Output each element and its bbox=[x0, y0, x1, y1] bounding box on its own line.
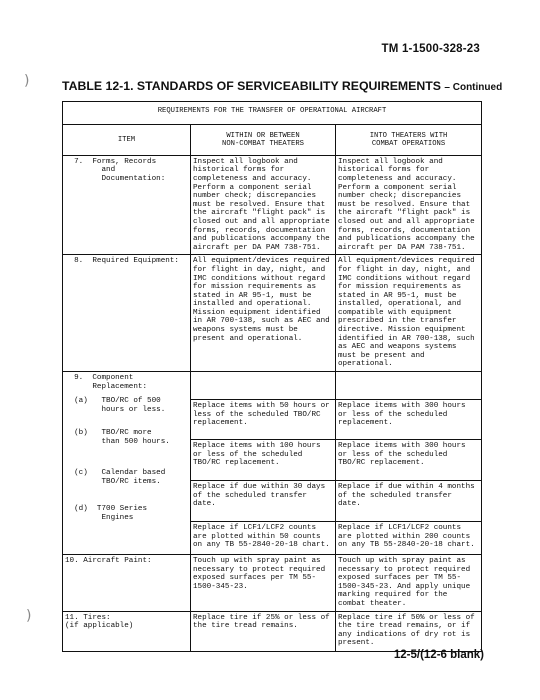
row-within: All equipment/devices required for flight in day, night, and IMC conditions without regard for mission requirements as stated in AR 95-1, must be installed and operational. Mission equipment identified in AR 700-138, such as AEC and weapons systems must be present and operational. bbox=[193, 257, 330, 343]
row-subitem: (b) TBO/RC more than 500 hours. bbox=[74, 429, 170, 446]
row-within: Inspect all logbook and historical forms for completeness and accuracy. Perform a component serial number check; discrepancies must be resolved. Ensure that the aircraft "flight pack" is closed out and all appropriate forms, records, documentation and publications accompany the aircraft per DA PAM 738-751. bbox=[193, 157, 330, 252]
row-into bbox=[336, 372, 481, 399]
table-title-text: TABLE 12-1. STANDARDS OF SERVICEABILITY REQUIREMENTS bbox=[62, 79, 441, 93]
table-row bbox=[63, 555, 482, 612]
document-id: TM 1-1500-328-23 bbox=[381, 43, 480, 55]
row-into-cell bbox=[336, 372, 482, 555]
table-caption: REQUIREMENTS FOR THE TRANSFER OF OPERATIONAL AIRCRAFT bbox=[63, 102, 482, 125]
row-subitem: (d) T700 Series Engines bbox=[74, 505, 148, 522]
table-row bbox=[63, 155, 482, 255]
page-number: 12-5/(12-6 blank) bbox=[393, 649, 484, 661]
row-within: Replace tire if 25% or less of the tire tread remains. bbox=[193, 613, 330, 631]
row-within-cell bbox=[191, 555, 336, 612]
table-row bbox=[63, 611, 482, 651]
continued-label: – Continued bbox=[444, 82, 503, 93]
row-item-cell bbox=[63, 155, 191, 255]
row-within: Replace if due within 30 days of the scheduled transfer date. bbox=[191, 480, 335, 521]
row-into: Replace items with 300 hours or less of the scheduled replacement. bbox=[336, 399, 481, 439]
row-subitem: (a) TBO/RC of 500 hours or less. bbox=[74, 397, 166, 414]
row-into-cell bbox=[336, 555, 482, 612]
row-into: Replace if LCF1/LCF2 counts are plotted within 200 counts on any TB 55-2840-20-18 chart. bbox=[336, 521, 481, 554]
table-header-row bbox=[63, 124, 482, 155]
row-into: Inspect all logbook and historical forms for completeness and accuracy. Perform a component serial number check; discrepancies must be resolved. Ensure that the aircraft "flight pack" is closed out and all appropriate forms, records, documentation and publications accompany the aircraft per DA PAM 738-751. bbox=[338, 157, 475, 252]
row-item-cell bbox=[63, 255, 191, 372]
header-within: WITHIN OR BETWEEN NON-COMBAT THEATERS bbox=[191, 124, 336, 155]
row-item: 7. Forms, Records and Documentation: bbox=[74, 157, 166, 183]
row-within: Replace items with 50 hours or less of the scheduled TBO/RC replacement. bbox=[191, 399, 335, 439]
row-item: 8. Required Equipment: bbox=[65, 257, 179, 266]
row-item: 10. Aircraft Paint: bbox=[65, 557, 152, 566]
row-into: Replace if due within 4 months of the scheduled transfer date. bbox=[336, 480, 481, 521]
row-into: All equipment/devices required for flight in day, night, and IMC conditions without regard for mission requirements as stated in AR 95-1, must be installed, operational, and compatible with equipment prescribed in the transfer directive. Mission equipment identified in AR 700-138, such as AEC and weapons systems must be present and operational. bbox=[338, 257, 475, 369]
row-subitem: (c) Calendar based TBO/RC items. bbox=[74, 469, 166, 486]
row-item: 11. Tires: (if applicable) bbox=[65, 613, 134, 631]
header-item: ITEM bbox=[63, 124, 191, 155]
row-within-cell bbox=[191, 372, 336, 555]
table-row bbox=[63, 372, 482, 555]
row-into-cell bbox=[336, 255, 482, 372]
row-within bbox=[191, 372, 335, 399]
row-within-cell bbox=[191, 155, 336, 255]
row-within: Touch up with spray paint as necessary to protect required exposed surfaces per TM 55-1500-345-23. bbox=[193, 557, 326, 591]
row-item-cell bbox=[63, 555, 191, 612]
row-into-cell bbox=[336, 611, 482, 651]
row-within: Replace if LCF1/LCF2 counts are plotted within 50 counts on any TB 55-2840-20-18 chart. bbox=[191, 521, 335, 554]
margin-mark-top: ) bbox=[24, 73, 30, 89]
row-item-cell bbox=[63, 611, 191, 651]
row-into: Touch up with spray paint as necessary to protect required exposed surfaces per TM 55-1500-345-23. And apply unique marking required for the combat theater. bbox=[338, 557, 471, 608]
row-within: Replace items with 100 hours or less of the scheduled TBO/RC replacement. bbox=[191, 439, 335, 480]
table-title bbox=[62, 79, 503, 93]
table-row bbox=[63, 255, 482, 372]
requirements-table bbox=[62, 101, 482, 652]
row-into-cell bbox=[336, 155, 482, 255]
row-item-cell bbox=[63, 372, 191, 555]
row-item: 9. Component Replacement: bbox=[74, 374, 148, 391]
margin-mark-bottom: ) bbox=[26, 608, 32, 624]
header-into: INTO THEATERS WITH COMBAT OPERATIONS bbox=[336, 124, 482, 155]
row-within-cell bbox=[191, 611, 336, 651]
row-into: Replace items with 300 hours or less of the scheduled TBO/RC replacement. bbox=[336, 439, 481, 480]
row-within-cell bbox=[191, 255, 336, 372]
row-into: Replace tire if 50% or less of the tire tread remains, or if any indications of dry rot is present. bbox=[338, 613, 475, 648]
table-caption-row bbox=[63, 102, 482, 125]
